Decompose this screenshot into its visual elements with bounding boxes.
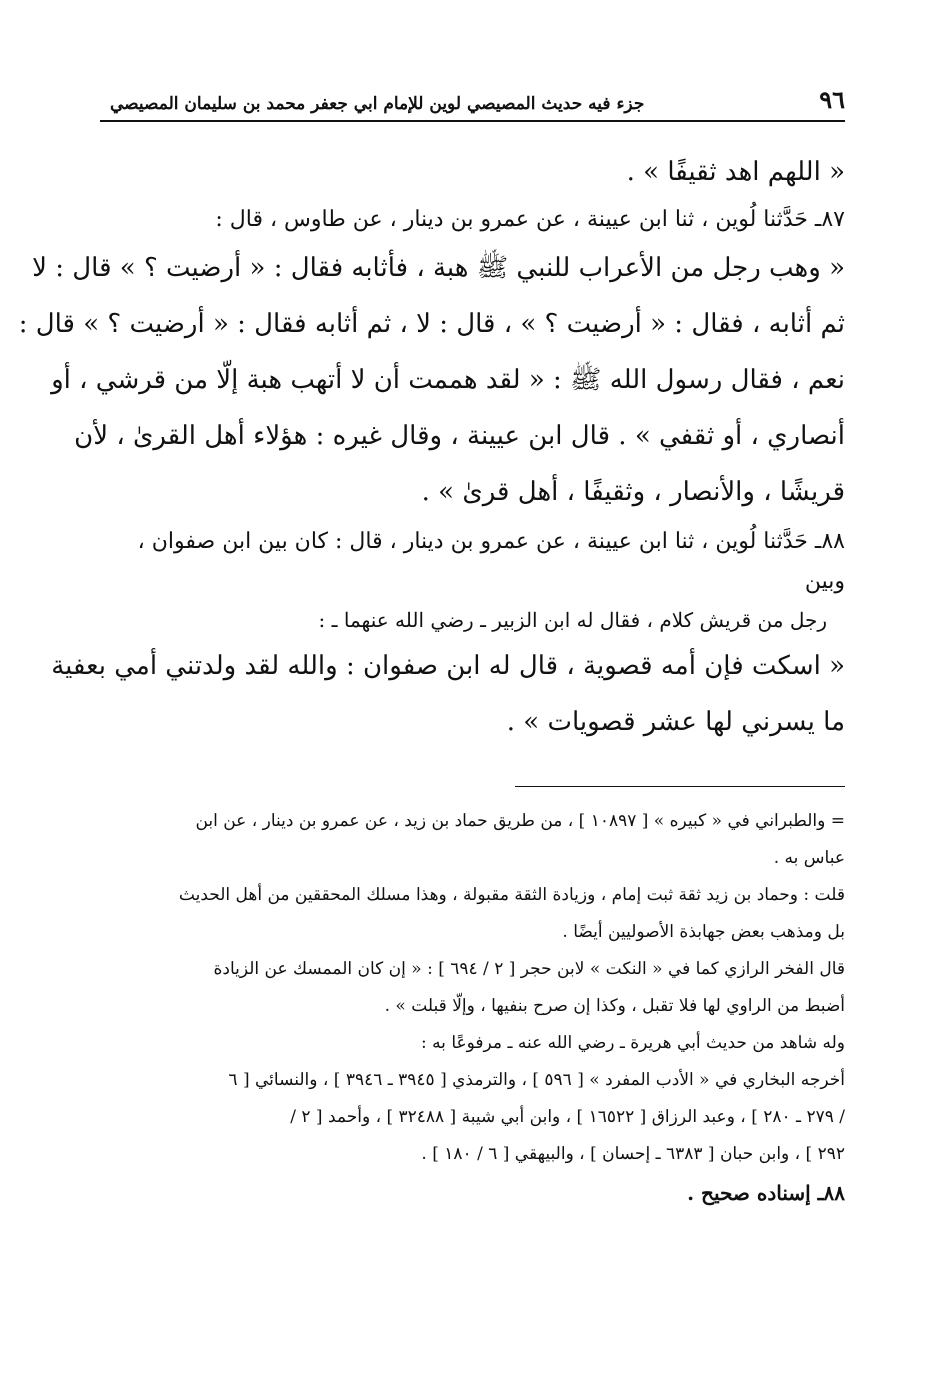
text-line: « اسكت فإن أمه قصوية ، قال له ابن صفوان : والله لقد ولدتني أمي بعفية (51, 651, 845, 681)
running-title: جزء فيه حديث المصيصي لوين للإمام ابي جعفر محمد بن سليمان المصيصي (110, 94, 645, 114)
footnote-divider (515, 786, 845, 787)
footnote-line: = والطبراني في « كبيره » [ ١٠٨٩٧ ] ، من طريق حماد بن زيد ، عن عمرو بن دينار ، عن ابن (195, 811, 845, 831)
main-text (18, 146, 845, 750)
footnotes (100, 803, 845, 1213)
footnote-closing: ٨٨ـ إسناده صحيح . (687, 1181, 845, 1205)
footnote-line: بل ومذهب بعض جهابذة الأصوليين أيضًا . (562, 922, 845, 942)
footnote-line: أضبط من الراوي لها فلا تقبل ، وكذا إن صرح بنفيها ، وإلّا قبلت » . (384, 996, 845, 1016)
opening-line: « اللهم اهد ثقيفًا » . (626, 157, 845, 187)
text-line: أنصاري ، أو ثقفي » . قال ابن عيينة ، وقال غيره : هؤلاء أهل القرىٰ ، لأن (74, 421, 845, 451)
hadith-88-subline: رجل من قريش كلام ، فقال له ابن الزبير ـ رضي الله عنهما ـ : (318, 608, 827, 632)
footnote-line: عباس به . (773, 848, 845, 868)
book-page (18, 85, 845, 1213)
footnote-line: قلت : وحماد بن زيد ثقة ثبت إمام ، وزيادة الثقة مقبولة ، وهذا مسلك المحققين من أهل الحديث (178, 885, 845, 905)
text-line: ثم أثابه ، فقال : « أرضيت ؟ » ، قال : لا ، ثم أثابه فقال : « أرضيت ؟ » قال : (18, 309, 845, 339)
footnote-line: قال الفخر الرازي كما في « النكت » لابن حجر [ ٢ / ٦٩٤ ] : « إن كان الممسك عن الزيادة (213, 959, 845, 979)
text-line: قريشًا ، والأنصار ، وثقيفًا ، أهل قرىٰ » . (421, 477, 845, 507)
text-line: ما يسرني لها عشر قصويات » . (506, 707, 845, 737)
hadith-87-heading: ٨٧ـ حَدَّثنا لُوين ، ثنا ابن عيينة ، عن عمرو بن دينار ، عن طاوس ، قال : (215, 207, 845, 232)
footnote-line: / ٢٧٩ ـ ٢٨٠ ] ، وعبد الرزاق [ ١٦٥٢٢ ] ، وابن أبي شيبة [ ٣٢٤٨٨ ] ، وأحمد [ ٢ / (290, 1107, 845, 1127)
hadith-88-heading: ٨٨ـ حَدَّثنا لُوين ، ثنا ابن عيينة ، عن عمرو بن دينار ، قال : كان بين ابن صفوان ، وبين (137, 529, 845, 594)
text-line: نعم ، فقال رسول الله ﷺ : « لقد هممت أن لا أتهب هبة إلّا من قرشي ، أو (51, 365, 845, 395)
footnote-line: أخرجه البخاري في « الأدب المفرد » [ ٥٩٦ ] ، والترمذي [ ٣٩٤٥ ـ ٣٩٤٦ ] ، والنسائي [ ٦ (228, 1070, 845, 1090)
page-header (100, 85, 845, 122)
hadith-87-text (18, 240, 845, 520)
page-number: ٩٦ (819, 85, 845, 114)
footnote-line: ٢٩٢ ] ، وابن حبان [ ٦٣٨٣ ـ إحسان ] ، والبيهقي [ ٦ / ١٨٠ ] . (421, 1144, 845, 1164)
footnote-line: وله شاهد من حديث أبي هريرة ـ رضي الله عنه ـ مرفوعًا به : (420, 1033, 845, 1053)
hadith-88-text (51, 638, 845, 750)
text-line: « وهب رجل من الأعراب للنبي ﷺ هبة ، فأثابه فقال : « أرضيت ؟ » قال : لا (32, 253, 845, 283)
